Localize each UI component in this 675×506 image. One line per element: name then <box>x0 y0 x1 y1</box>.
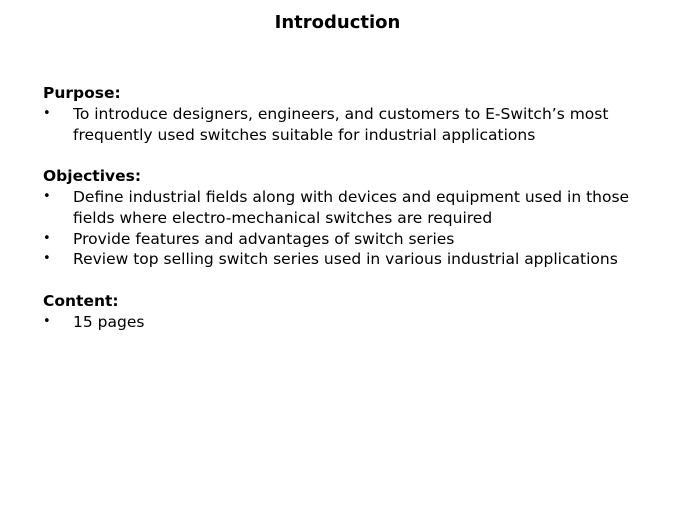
slide-body <box>43 83 643 333</box>
purpose-bullet-1 <box>43 104 643 146</box>
objectives-bullet-3 <box>43 249 643 270</box>
bullet-icon: • <box>43 230 51 246</box>
objectives-bullet-text: Provide features and advantages of switch series <box>73 229 455 248</box>
objectives-list <box>43 187 643 270</box>
content-bullet-1 <box>43 312 643 333</box>
objectives-bullet-1 <box>43 187 643 229</box>
objectives-heading: Objectives: <box>43 167 142 186</box>
content-list <box>43 312 643 333</box>
objectives-bullet-2 <box>43 229 643 250</box>
bullet-icon: • <box>43 105 51 121</box>
bullet-icon: • <box>43 313 51 329</box>
purpose-bullet-text: To introduce designers, engineers, and customers to E-Switch’s most frequently used switches suitable for industrial applications <box>73 104 609 144</box>
content-bullet-text: 15 pages <box>73 312 145 331</box>
purpose-list <box>43 104 643 146</box>
bullet-icon: • <box>43 251 51 267</box>
slide-title: Introduction <box>274 12 401 33</box>
purpose-heading: Purpose: <box>43 84 121 102</box>
objectives-bullet-text: Define industrial fields along with devices and equipment used in those fields where electro-mechanical switches are required <box>73 187 630 227</box>
objectives-bullet-text: Review top selling switch series used in various industrial applications <box>73 250 618 269</box>
bullet-icon: • <box>43 188 51 204</box>
content-heading: Content: <box>43 291 119 310</box>
